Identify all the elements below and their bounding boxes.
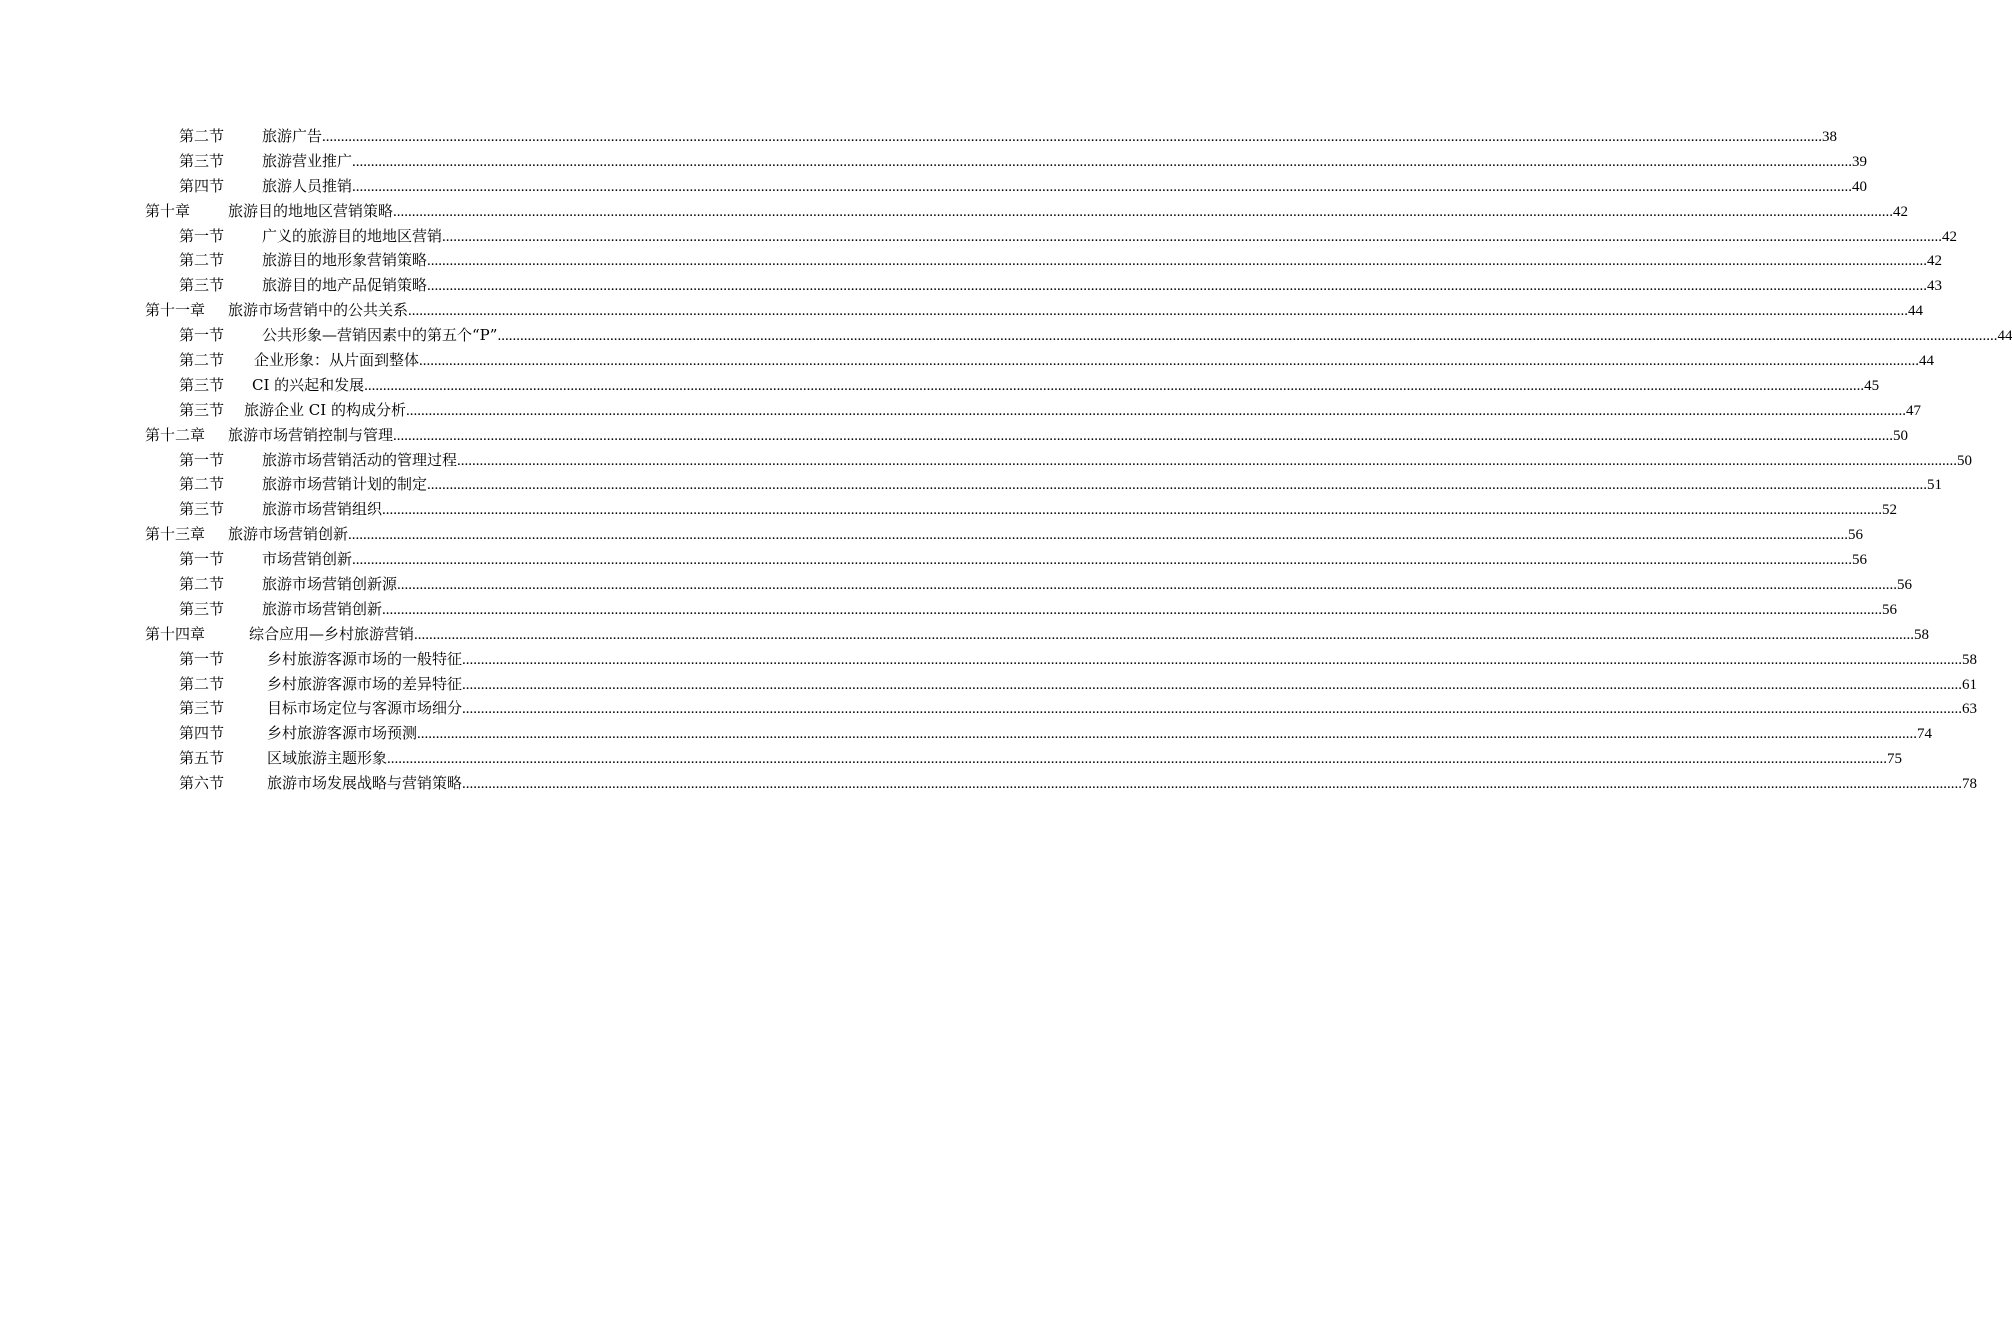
toc-entry-title: 旅游市场营销创新源: [262, 575, 398, 594]
toc-entry-title: 旅游市场营销计划的制定: [262, 475, 428, 494]
toc-entry[interactable]: [0, 472, 1943, 497]
toc-entry-title: 广义的旅游目的地地区营销: [262, 226, 443, 245]
page-number: 42: [1942, 228, 1958, 245]
page-number: 74: [1917, 726, 1933, 743]
chapter-number: 第十章: [145, 201, 191, 220]
toc-entry-line: [267, 696, 1978, 722]
toc-entry-title: 旅游目的地产品促销策略: [262, 276, 428, 295]
dot-leader: ................................................................................................................................................................................................................................................................................................................................................................................................................: [462, 651, 1963, 668]
dot-leader: ................................................................................................................................................................................................................................................................................................................................................................................................................: [417, 726, 1918, 743]
dot-leader: ................................................................................................................................................................................................................................................................................................................................................................................................................: [348, 527, 1849, 544]
section-number: 第一节: [179, 450, 225, 469]
toc-entry[interactable]: [0, 398, 1921, 423]
dot-leader: ................................................................................................................................................................................................................................................................................................................................................................................................................: [497, 328, 1998, 345]
toc-entry[interactable]: [0, 647, 1978, 672]
toc-entry-line: [262, 472, 1943, 498]
page-number: 43: [1927, 278, 1943, 295]
toc-entry[interactable]: [0, 721, 1933, 746]
dot-leader: ................................................................................................................................................................................................................................................................................................................................................................................................................: [462, 776, 1963, 793]
toc-entry-title: 旅游市场营销活动的管理过程: [262, 450, 458, 469]
toc-entry-line: [267, 721, 1933, 747]
section-number: 第一节: [179, 326, 225, 345]
dot-leader: ................................................................................................................................................................................................................................................................................................................................................................................................................: [352, 552, 1853, 569]
page-number: 56: [1897, 577, 1913, 594]
page-number: 51: [1927, 477, 1943, 494]
toc-entry-title: 旅游市场营销创新: [262, 599, 383, 618]
toc-entry-line: [262, 323, 2012, 349]
toc-entry-title: 旅游市场营销中的公共关系: [228, 301, 409, 320]
toc-entry[interactable]: [0, 174, 1868, 199]
section-number: 第二节: [179, 251, 225, 270]
dot-leader: ................................................................................................................................................................................................................................................................................................................................................................................................................: [322, 129, 1823, 145]
toc-entry[interactable]: [0, 746, 1903, 771]
toc-entry-line: [262, 248, 1943, 274]
section-number: 第三节: [179, 599, 225, 618]
toc-entry[interactable]: [0, 224, 1958, 249]
toc-entry[interactable]: [0, 497, 1898, 522]
toc-entry-line: [262, 448, 1973, 474]
toc-entry[interactable]: [0, 423, 1909, 448]
toc-entry-line: [228, 199, 1909, 225]
toc-entry[interactable]: [0, 149, 1868, 174]
toc-entry[interactable]: [0, 273, 1943, 298]
toc-entry-line: [267, 647, 1978, 673]
page-number: 39: [1852, 153, 1868, 170]
toc-entry-title: 旅游目的地地区营销策略: [228, 201, 394, 220]
toc-entry-title: 综合应用—乡村旅游营销: [249, 624, 415, 643]
dot-leader: ................................................................................................................................................................................................................................................................................................................................................................................................................: [408, 303, 1909, 320]
toc-entry[interactable]: [0, 672, 1978, 697]
section-number: 第二节: [179, 575, 225, 594]
toc-entry-title: 乡村旅游客源市场预测: [267, 724, 418, 743]
toc-entry[interactable]: [0, 771, 1978, 796]
page-number: 75: [1887, 751, 1903, 768]
dot-leader: ................................................................................................................................................................................................................................................................................................................................................................................................................: [427, 278, 1928, 295]
section-number: 第一节: [179, 550, 225, 569]
toc-entry-title: 乡村旅游客源市场的一般特征: [267, 649, 463, 668]
toc-entry-line: [267, 771, 1978, 797]
table-of-contents: [0, 124, 2012, 796]
page-number: 44: [1908, 303, 1924, 320]
toc-entry-title: 旅游广告: [262, 127, 323, 145]
dot-leader: ................................................................................................................................................................................................................................................................................................................................................................................................................: [352, 178, 1853, 195]
dot-leader: ................................................................................................................................................................................................................................................................................................................................................................................................................: [364, 377, 1865, 394]
dot-leader: ................................................................................................................................................................................................................................................................................................................................................................................................................: [382, 601, 1883, 618]
toc-entry[interactable]: [0, 323, 2012, 348]
toc-entry-title: 目标市场定位与客源市场细分: [267, 699, 463, 718]
toc-entry[interactable]: [0, 522, 1864, 547]
section-number: 第三节: [179, 375, 225, 394]
dot-leader: ................................................................................................................................................................................................................................................................................................................................................................................................................: [405, 402, 1906, 419]
page-number: 38: [1822, 129, 1838, 145]
page-number: 56: [1882, 601, 1898, 618]
section-number: 第五节: [179, 749, 225, 768]
page-number: 50: [1893, 427, 1909, 444]
page-number: 50: [1957, 452, 1973, 469]
toc-entry-line: [249, 622, 1930, 648]
section-number: 第一节: [179, 226, 225, 245]
dot-leader: ................................................................................................................................................................................................................................................................................................................................................................................................................: [427, 477, 1928, 494]
page-number: 47: [1905, 402, 1921, 419]
toc-entry-title: 公共形象—营销因素中的第五个“P”: [262, 326, 498, 345]
toc-entry-title: 旅游市场发展战略与营销策略: [267, 774, 463, 793]
toc-entry[interactable]: [0, 298, 1924, 323]
dot-leader: ................................................................................................................................................................................................................................................................................................................................................................................................................: [393, 427, 1894, 444]
section-number: 第三节: [179, 500, 225, 519]
section-number: 第四节: [179, 176, 225, 195]
toc-entry-line: [254, 348, 1935, 374]
toc-entry[interactable]: [0, 373, 1880, 398]
section-number: 第三节: [179, 276, 225, 295]
toc-entry[interactable]: [0, 547, 1868, 572]
section-number: 第三节: [179, 699, 225, 718]
toc-entry-title: 旅游企业 CI 的构成分析: [244, 400, 406, 419]
page-number: 56: [1848, 527, 1864, 544]
toc-entry[interactable]: [0, 696, 1978, 721]
chapter-number: 第十二章: [145, 425, 206, 444]
section-number: 第三节: [179, 400, 225, 419]
page-number: 58: [1914, 626, 1930, 643]
section-number: 第六节: [179, 774, 225, 793]
dot-leader: ................................................................................................................................................................................................................................................................................................................................................................................................................: [414, 626, 1915, 643]
toc-entry[interactable]: [0, 448, 1973, 473]
page-number: 40: [1852, 178, 1868, 195]
dot-leader: ................................................................................................................................................................................................................................................................................................................................................................................................................: [352, 153, 1853, 170]
toc-entry-line: [228, 522, 1864, 548]
page-number: 63: [1962, 701, 1978, 718]
chapter-number: 第十三章: [145, 525, 206, 544]
toc-entry-line: [262, 572, 1913, 598]
toc-entry-title: 旅游市场营销组织: [262, 500, 383, 519]
toc-entry-line: [252, 373, 1880, 399]
dot-leader: ................................................................................................................................................................................................................................................................................................................................................................................................................: [462, 676, 1963, 693]
page-number: 44: [1997, 328, 2012, 345]
toc-entry[interactable]: [0, 199, 1909, 224]
page-number: 42: [1927, 253, 1943, 270]
toc-entry-line: [262, 547, 1868, 573]
chapter-number: 第十四章: [145, 624, 206, 643]
dot-leader: ................................................................................................................................................................................................................................................................................................................................................................................................................: [442, 228, 1943, 245]
page-number: 52: [1882, 502, 1898, 519]
page-number: 45: [1864, 377, 1880, 394]
toc-entry-title: CI 的兴起和发展: [252, 375, 365, 394]
toc-entry[interactable]: [0, 248, 1943, 273]
section-number: 第二节: [179, 674, 225, 693]
page-number: 58: [1962, 651, 1978, 668]
chapter-number: 第十一章: [145, 301, 206, 320]
toc-entry-title: 区域旅游主题形象: [267, 749, 388, 768]
toc-entry-line: [244, 398, 1921, 424]
dot-leader: ................................................................................................................................................................................................................................................................................................................................................................................................................: [387, 751, 1888, 768]
toc-entry[interactable]: [0, 348, 1935, 373]
page-number: 61: [1962, 676, 1978, 693]
dot-leader: ................................................................................................................................................................................................................................................................................................................................................................................................................: [427, 253, 1928, 270]
page-number: 44: [1919, 353, 1935, 370]
dot-leader: ................................................................................................................................................................................................................................................................................................................................................................................................................: [457, 452, 1958, 469]
toc-entry-line: [267, 672, 1978, 698]
dot-leader: ................................................................................................................................................................................................................................................................................................................................................................................................................: [382, 502, 1883, 519]
toc-entry[interactable]: [0, 124, 1838, 149]
section-number: 第二节: [179, 475, 225, 494]
dot-leader: ................................................................................................................................................................................................................................................................................................................................................................................................................: [393, 203, 1894, 220]
page-number: 42: [1893, 203, 1909, 220]
toc-entry-line: [262, 597, 1898, 623]
section-number: 第二节: [179, 351, 225, 370]
dot-leader: ................................................................................................................................................................................................................................................................................................................................................................................................................: [397, 577, 1898, 594]
toc-entry-title: 乡村旅游客源市场的差异特征: [267, 674, 463, 693]
toc-entry[interactable]: [0, 622, 1930, 647]
toc-entry-title: 旅游市场营销创新: [228, 525, 349, 544]
page-number: 56: [1852, 552, 1868, 569]
toc-entry-line: [228, 423, 1909, 449]
toc-entry[interactable]: [0, 572, 1913, 597]
section-number: 第二节: [179, 127, 225, 145]
toc-entry-line: [262, 124, 1838, 150]
toc-entry[interactable]: [0, 597, 1898, 622]
toc-entry-line: [262, 149, 1868, 175]
toc-entry-line: [262, 273, 1943, 299]
toc-entry-line: [228, 298, 1924, 324]
dot-leader: ................................................................................................................................................................................................................................................................................................................................................................................................................: [462, 701, 1963, 718]
toc-entry-title: 企业形象：从片面到整体: [254, 351, 420, 370]
toc-entry-title: 市场营销创新: [262, 550, 353, 569]
page-number: 78: [1962, 776, 1978, 793]
toc-entry-line: [262, 174, 1868, 200]
section-number: 第一节: [179, 649, 225, 668]
dot-leader: ................................................................................................................................................................................................................................................................................................................................................................................................................: [419, 353, 1920, 370]
section-number: 第三节: [179, 151, 225, 170]
toc-entry-title: 旅游市场营销控制与管理: [228, 425, 394, 444]
section-number: 第四节: [179, 724, 225, 743]
toc-entry-title: 旅游营业推广: [262, 151, 353, 170]
toc-entry-title: 旅游目的地形象营销策略: [262, 251, 428, 270]
toc-entry-line: [262, 497, 1898, 523]
toc-entry-line: [262, 224, 1958, 250]
toc-entry-line: [267, 746, 1903, 772]
toc-entry-title: 旅游人员推销: [262, 176, 353, 195]
